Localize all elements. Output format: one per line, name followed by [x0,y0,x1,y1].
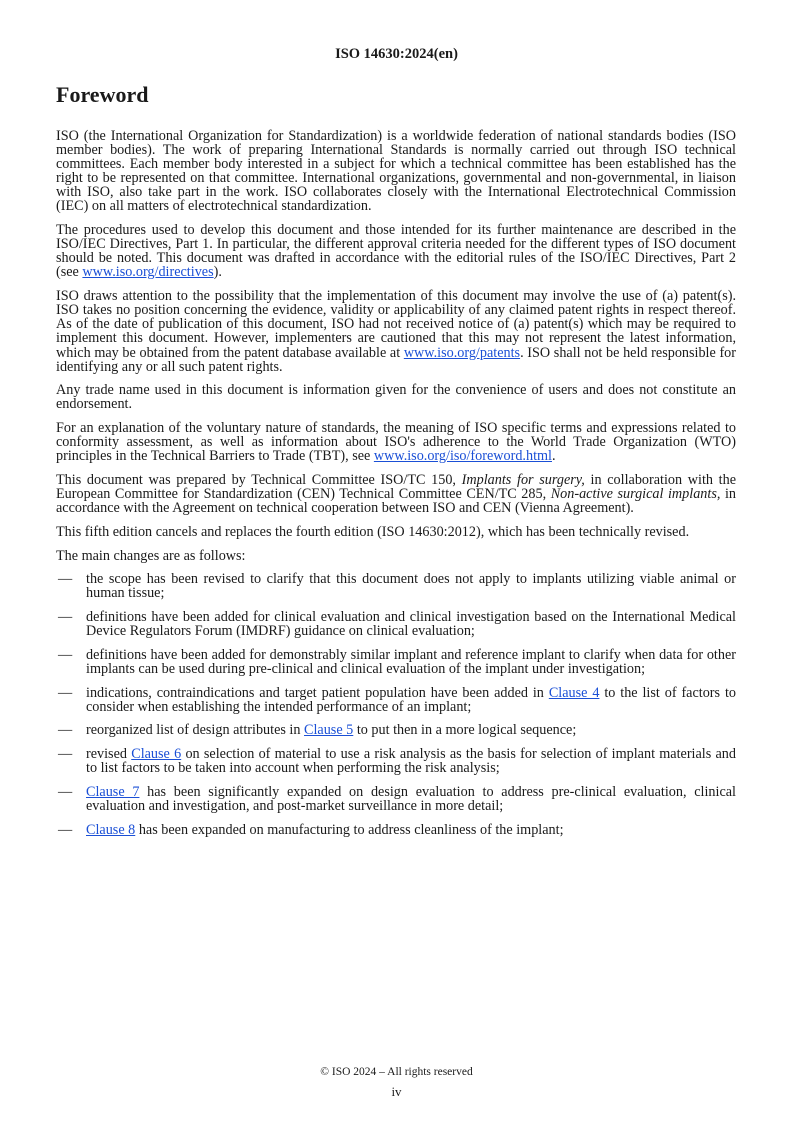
text: to the list of factors to consider when establishing the intended performance of an implant; [86,684,736,715]
clause-4-link[interactable]: Clause 4 [548,684,600,701]
text: The main changes are as follows: [56,547,246,564]
patents-link[interactable]: www.iso.org/patents [403,344,521,361]
directives-link[interactable]: www.iso.org/directives [82,264,214,281]
clause-5-link[interactable]: Clause 5 [304,722,354,739]
list-item [56,572,736,600]
paragraph [56,223,736,279]
text: in accordance with the Agreement on technical cooperation between ISO and CEN (Vienna Agreement). [56,486,736,517]
foreword-body [56,129,736,846]
clause-6-link[interactable]: Clause 6 [131,746,182,762]
foreword-link[interactable]: www.iso.org/iso/foreword.html [373,448,552,465]
text: definitions have been added for clinical evaluation and clinical investigation based on the International Medical Device Regulators Forum (IMDRF) guidance on clinical evaluation; [86,608,736,640]
text: The procedures used to develop this document and those intended for its further maintenance are described in the ISO/IEC Directives, Part 1. In particular, the different approval criteria needed for the different types of ISO document should be noted. This document was drafted in accordance with the editorial rules of the ISO/IEC Directives, Part 2 (see [56,222,736,281]
text: indications, contraindications and target patient population have been added in [86,684,549,701]
dash-bullet: — [58,783,73,800]
dash-bullet: — [58,746,73,762]
text: For an explanation of the voluntary nature of standards, the meaning of ISO specific terms and expressions related to conformity assessment, as well as information about ISO's adherence to the World Trade Organization (WTO) principles in the Technical Barriers to Trade (TBT), see [56,420,736,465]
paragraph [56,289,736,374]
text: has been significantly expanded on design evaluation to address pre-clinical evaluation, clinical evaluation and investigation, and post-market surveillance in more detail; [86,783,736,814]
document-header: ISO 14630:2024(en) [335,46,458,62]
page-title: Foreword [56,82,149,107]
list-item [56,648,736,676]
list-item [56,686,736,714]
dash-bullet: — [58,684,73,701]
text: definitions have been added for demonstrably similar implant and reference implant to clarify when data for other implants can be used during pre-clinical and clinical evaluation of the implant under investigation; [86,646,736,677]
text: . ISO shall not be held responsible for identifying any or all such patent rights. [56,344,737,375]
copyright-notice: © ISO 2024 – All rights reserved [320,1066,473,1078]
paragraph [56,383,736,411]
italic-text: Implants for surgery, [461,471,585,488]
text: Any trade name used in this document is information given for the convenience of users and does not constitute an endorsement. [56,382,736,413]
page-number: iv [391,1084,402,1099]
dash-bullet: — [58,608,73,625]
paragraph [56,549,736,563]
dash-bullet: — [58,571,73,588]
text: ). [213,264,222,281]
paragraph [56,421,736,463]
text: in collaboration with the European Committee for Standardization (CEN) Technical Committee CEN/TC 285, [56,471,737,503]
text: to put then in a more logical sequence; [353,722,577,739]
dash-bullet: — [58,821,73,838]
list-item [56,610,736,638]
text: ISO (the International Organization for Standardization) is a worldwide federation of national standards bodies (ISO member bodies). The work of preparing International Standards is normally carried out through ISO technical committees. Each member body interested in a subject for which a technical committee has been established has the right to be represented on that committee. International organizations, governmental and non-governmental, in liaison with ISO, also take part in the work. ISO collaborates closely with the International Electrotechnical Commission (IEC) on all matters of electrotechnical standardization. [56,128,736,215]
clause-7-link[interactable]: Clause 7 [86,783,140,800]
paragraph [56,473,736,515]
dash-bullet: — [58,646,73,663]
list-item [56,823,736,837]
text: . [552,448,556,465]
list-item [56,747,736,775]
italic-text: Non-active surgical implants, [550,486,721,503]
dash-bullet: — [58,722,73,739]
list-item [56,723,736,737]
paragraph [56,129,736,214]
text: ISO draws attention to the possibility that the implementation of this document may involve the use of (a) patent(s). ISO takes no position concerning the evidence, validity or applicability of any claimed patent rights in respect thereof. As of the date of publication of this document, ISO had not received notice of (a) patent(s) which may be required to implement this document. However, implementers are cautioned that this may not represent the latest information, which may be obtained from the patent database available at [56,288,736,361]
text: on selection of material to use a risk analysis as the basis for selection of implant materials and to list factors to be taken into account when performing the risk analysis; [86,746,736,777]
clause-8-link[interactable]: Clause 8 [86,821,136,838]
paragraph [56,525,736,539]
text: This fifth edition cancels and replaces the fourth edition (ISO 14630:2012), which has been technically revised. [56,523,690,540]
text: the scope has been revised to clarify that this document does not apply to implants utilizing viable animal or human tissue; [86,571,736,602]
text: has been expanded on manufacturing to address cleanliness of the implant; [135,821,564,838]
text: This document was prepared by Technical Committee ISO/TC 150, [56,471,462,488]
list-item [56,785,736,813]
text: revised [86,746,132,762]
text: reorganized list of design attributes in [86,722,305,739]
